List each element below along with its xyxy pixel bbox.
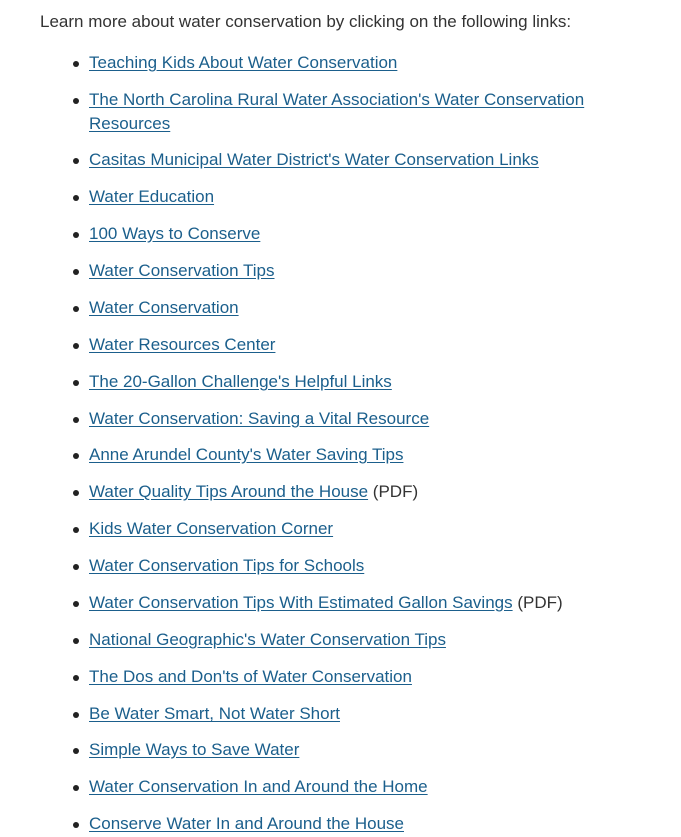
bullet-icon: [73, 601, 79, 607]
list-item: [89, 812, 649, 836]
list-item: [89, 148, 649, 172]
bullet-icon: [73, 564, 79, 570]
list-item: [89, 185, 649, 209]
resource-link[interactable]: Be Water Smart, Not Water Short: [89, 704, 340, 723]
bullet-icon: [73, 195, 79, 201]
list-item: [89, 517, 649, 541]
bullet-icon: [73, 785, 79, 791]
list-item: [89, 665, 649, 689]
bullet-icon: [73, 232, 79, 238]
intro-text: Learn more about water conservation by clicking on the following links:: [40, 12, 572, 31]
bullet-icon: [73, 98, 79, 104]
list-item: [89, 259, 649, 283]
link-suffix: (PDF): [368, 482, 419, 501]
resource-link[interactable]: 100 Ways to Conserve: [89, 224, 261, 243]
bullet-icon: [73, 417, 79, 423]
list-item: [89, 222, 649, 246]
resource-link[interactable]: Water Education: [89, 187, 215, 206]
resource-link[interactable]: Conserve Water In and Around the House: [89, 814, 404, 833]
bullet-icon: [73, 490, 79, 496]
bullet-icon: [73, 527, 79, 533]
resource-link[interactable]: Water Conservation In and Around the Home: [89, 777, 428, 796]
bullet-icon: [73, 61, 79, 67]
bullet-icon: [73, 343, 79, 349]
list-item: [89, 370, 649, 394]
list-item: [89, 480, 649, 504]
list-item: [89, 443, 649, 467]
resource-link[interactable]: The 20-Gallon Challenge's Helpful Links: [89, 372, 392, 391]
bullet-icon: [73, 269, 79, 275]
resource-link[interactable]: Teaching Kids About Water Conservation: [89, 53, 398, 72]
resource-link[interactable]: Water Conservation Tips for Schools: [89, 556, 365, 575]
resource-link[interactable]: Water Conservation Tips: [89, 261, 275, 280]
bullet-icon: [73, 306, 79, 312]
resource-link[interactable]: Anne Arundel County's Water Saving Tips: [89, 445, 404, 464]
resource-link[interactable]: National Geographic's Water Conservation Tips: [89, 630, 446, 649]
resource-link[interactable]: Water Conservation: [89, 298, 239, 317]
resource-link[interactable]: The North Carolina Rural Water Association's Water Conservation Resources: [89, 90, 585, 133]
resource-link[interactable]: Simple Ways to Save Water: [89, 740, 300, 759]
list-item: [89, 702, 649, 726]
bullet-icon: [73, 822, 79, 828]
resource-link[interactable]: Water Conservation Tips With Estimated Gallon Savings: [89, 593, 513, 612]
bullet-icon: [73, 453, 79, 459]
bullet-icon: [73, 675, 79, 681]
bullet-icon: [73, 638, 79, 644]
list-item: [89, 775, 649, 799]
list-item: [89, 333, 649, 357]
resource-link[interactable]: Casitas Municipal Water District's Water Conservation Links: [89, 150, 539, 169]
bullet-icon: [73, 380, 79, 386]
list-item: [89, 296, 649, 320]
resource-link[interactable]: Water Quality Tips Around the House: [89, 482, 369, 501]
resource-link[interactable]: Water Resources Center: [89, 335, 276, 354]
list-item: [89, 628, 649, 652]
bullet-icon: [73, 158, 79, 164]
resource-link[interactable]: Kids Water Conservation Corner: [89, 519, 334, 538]
list-item: [89, 407, 649, 431]
bullet-icon: [73, 748, 79, 754]
resource-link[interactable]: The Dos and Don'ts of Water Conservation: [89, 667, 412, 686]
bullet-icon: [73, 712, 79, 718]
list-item: [89, 591, 649, 615]
list-item: [89, 738, 649, 762]
list-item: [89, 554, 649, 578]
list-item: [89, 51, 649, 75]
link-suffix: (PDF): [512, 593, 563, 612]
list-item: [89, 88, 649, 136]
resource-link[interactable]: Water Conservation: Saving a Vital Resource: [89, 409, 430, 428]
